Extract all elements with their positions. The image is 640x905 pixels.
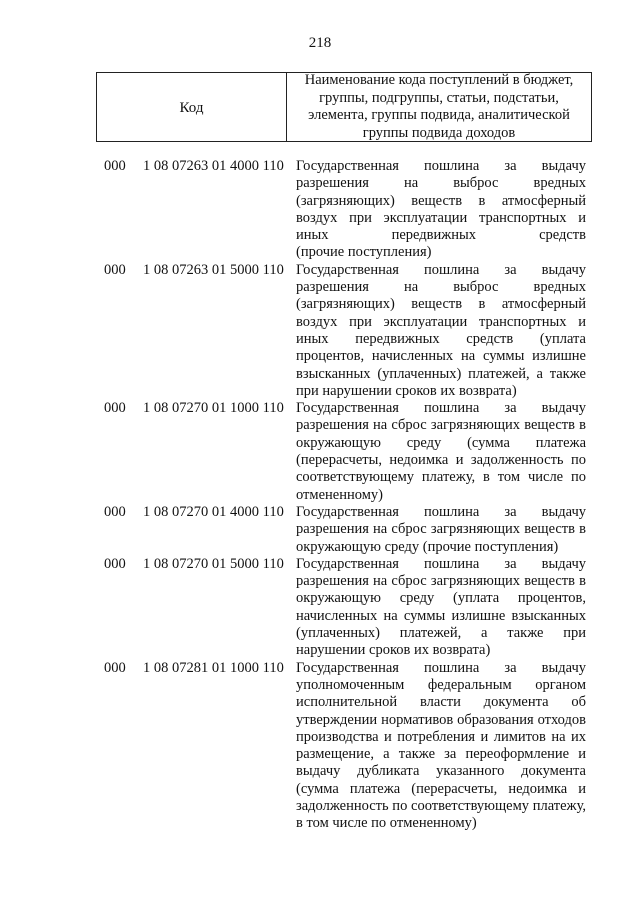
revenue-code: 1 08 07270 01 5000 110 <box>143 555 284 572</box>
description-line: Государственная пошлина за выдачу <box>296 261 586 278</box>
description-line: Государственная пошлина за выдачу <box>296 659 586 676</box>
admin-code: 000 <box>104 555 126 572</box>
description-line: задолженность по соответствующему платежу, <box>296 797 586 814</box>
description-line: Государственная пошлина за выдачу <box>296 400 586 417</box>
revenue-code: 1 08 07263 01 4000 110 <box>143 158 284 174</box>
header-code-label: Код <box>97 73 287 141</box>
revenue-code: 1 08 07270 01 1000 110 <box>143 400 284 417</box>
table-row <box>0 660 640 833</box>
description-line: разрешения на выброс вредных <box>296 175 586 192</box>
description-line: взысканных (уплаченных) платежей, а также <box>296 365 586 382</box>
admin-code: 000 <box>104 158 126 174</box>
description-line: (прочие поступления) <box>296 244 432 261</box>
description-line: разрешения на сброс загрязняющих веществ в <box>296 417 586 434</box>
description-line: (сумма платежа (перерасчеты, недоимка и <box>296 780 586 797</box>
description-line: (перерасчеты, недоимка и задолженность по <box>296 452 586 469</box>
revenue-description <box>296 400 586 504</box>
table-row <box>0 504 640 556</box>
description-line: воздух при эксплуатации транспортных и <box>296 313 586 330</box>
description-line: (загрязняющих) веществ в атмосферный <box>296 296 586 313</box>
description-line: (уплаченных) платежей, а также при <box>296 625 586 642</box>
admin-code: 000 <box>104 400 126 417</box>
description-line: выдачу дубликата указанного документа <box>296 763 586 780</box>
description-line: соответствующему платежу, в том числе по <box>296 469 586 486</box>
description-line: Государственная пошлина за выдачу <box>296 503 586 520</box>
description-line: разрешения на сброс загрязняющих веществ в <box>296 573 586 590</box>
revenue-code: 1 08 07281 01 1000 110 <box>143 659 284 676</box>
description-line: окружающую среду (уплата процентов, <box>296 590 586 607</box>
description-line: Государственная пошлина за выдачу <box>296 158 586 174</box>
page-number: 218 <box>308 35 332 51</box>
revenue-code-list <box>0 158 640 833</box>
description-line: исполнительной власти документа об <box>296 694 586 711</box>
description-line: иных передвижных средств (уплата <box>296 330 586 347</box>
description-line: (загрязняющих) веществ в атмосферный <box>296 192 586 209</box>
description-line: утверждении нормативов образования отходов <box>296 711 586 728</box>
description-line: Государственная пошлина за выдачу <box>296 555 586 572</box>
revenue-description <box>296 556 586 660</box>
description-line: начисленных на суммы излишне взысканных <box>296 607 586 624</box>
revenue-description <box>296 158 586 262</box>
description-line: производства и потребления и лимитов на их <box>296 728 586 745</box>
description-line: иных передвижных средств <box>296 227 586 244</box>
table-header <box>96 72 592 142</box>
table-row <box>0 158 640 262</box>
description-line: размещение, а также за переоформление и <box>296 746 586 763</box>
admin-code: 000 <box>104 503 126 520</box>
description-line: воздух при эксплуатации транспортных и <box>296 209 586 226</box>
table-row <box>0 556 640 660</box>
table-row <box>0 400 640 504</box>
description-line: при нарушении сроков их возврата) <box>296 382 517 399</box>
description-line: разрешения на сброс загрязняющих веществ в <box>296 521 586 538</box>
description-line: процентов, начисленных на суммы излишне <box>296 348 586 365</box>
description-line: окружающую среду (прочие поступления) <box>296 538 559 555</box>
revenue-code: 1 08 07263 01 5000 110 <box>143 261 284 278</box>
revenue-description <box>296 504 586 556</box>
table-row <box>0 262 640 400</box>
description-line: уполномоченным федеральным органом <box>296 676 586 693</box>
revenue-code: 1 08 07270 01 4000 110 <box>143 503 284 520</box>
description-line: в том числе по отмененному) <box>296 815 477 832</box>
description-line: нарушении сроков их возврата) <box>296 642 491 659</box>
description-line: отмененному) <box>296 486 383 503</box>
description-line: окружающую среду (сумма платежа <box>296 434 586 451</box>
description-line: разрешения на выброс вредных <box>296 279 586 296</box>
admin-code: 000 <box>104 659 126 676</box>
revenue-description <box>296 262 586 400</box>
revenue-description <box>296 660 586 833</box>
header-name-label: Наименование кода поступлений в бюджет, группы, подгруппы, статьи, подстатьи, элемента, группы подвида, аналитической группы подвида доходов <box>304 72 574 141</box>
admin-code: 000 <box>104 261 126 278</box>
